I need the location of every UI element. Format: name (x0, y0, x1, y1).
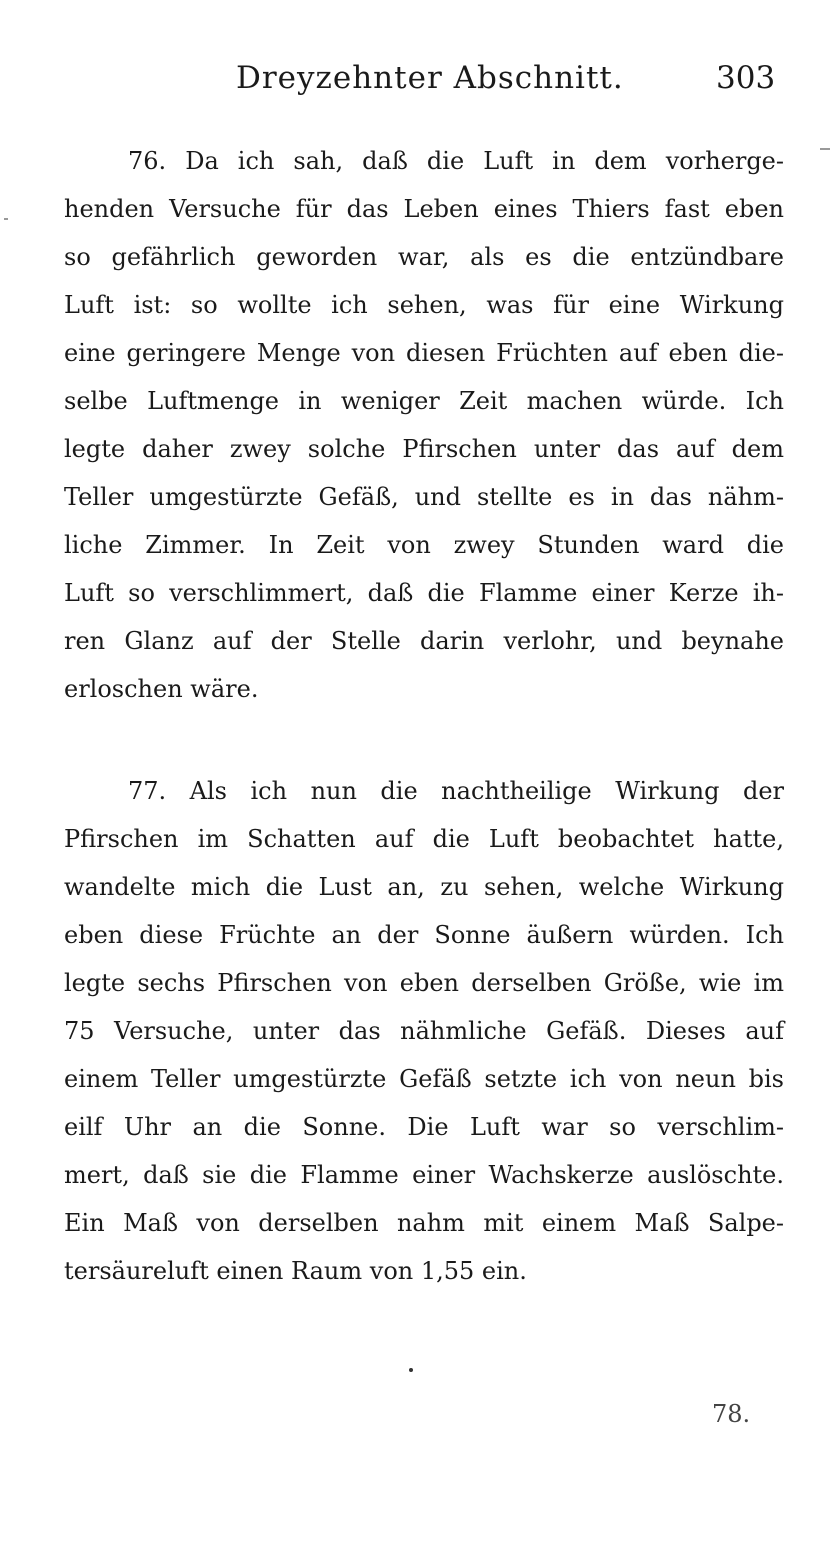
text-line: ren Glanz auf der Stelle darin verlohr, und beynahe (64, 627, 784, 655)
paragraph-77 (64, 767, 784, 1295)
text-line: Luft so verschlimmert, daß die Flamme einer Kerze ih- (64, 579, 784, 607)
text-line: so gefährlich geworden war, als es die entzündbare (64, 243, 784, 271)
text-line: Ein Maß von derselben nahm mit einem Maß Salpe- (64, 1209, 784, 1237)
text-line: eben diese Früchte an der Sonne äußern würden. Ich (64, 921, 784, 949)
catchword: 78. (712, 1400, 751, 1428)
text-line: Teller umgestürzte Gefäß, und stellte es in das nähm- (64, 483, 784, 511)
text-line: henden Versuche für das Leben eines Thiers fast eben (64, 195, 784, 223)
text-line: eine geringere Menge von diesen Früchten auf eben die- (64, 339, 784, 367)
page-edge-mark (4, 218, 8, 220)
text-line: tersäureluft einen Raum von 1,55 ein. (64, 1257, 527, 1285)
text-line: Luft ist: so wollte ich sehen, was für eine Wirkung (64, 291, 784, 319)
text-line: 75 Versuche, unter das nähmliche Gefäß. Dieses auf (64, 1017, 784, 1045)
ink-speck (409, 1368, 413, 1372)
page-edge-mark (820, 148, 830, 150)
text-line: selbe Luftmenge in weniger Zeit machen würde. Ich (64, 387, 784, 415)
paragraph-76 (64, 137, 784, 713)
text-line: eilf Uhr an die Sonne. Die Luft war so verschlim- (64, 1113, 784, 1141)
text-line: erloschen wäre. (64, 675, 259, 703)
text-line: einem Teller umgestürzte Gefäß setzte ich von neun bis (64, 1065, 784, 1093)
text-line: liche Zimmer. In Zeit von zwey Stunden ward die (64, 531, 784, 559)
text-line: Pfirschen im Schatten auf die Luft beobachtet hatte, (64, 825, 784, 853)
text-line: 77. Als ich nun die nachtheilige Wirkung der (128, 777, 784, 805)
text-line: legte sechs Pfirschen von eben derselben Größe, wie im (64, 969, 784, 997)
text-line: wandelte mich die Lust an, zu sehen, welche Wirkung (64, 873, 784, 901)
text-line: legte daher zwey solche Pfirschen unter das auf dem (64, 435, 784, 463)
text-line: mert, daß sie die Flamme einer Wachskerze auslöschte. (64, 1161, 784, 1189)
running-head-title: Dreyzehnter Abschnitt. (236, 60, 624, 96)
text-line: 76. Da ich sah, daß die Luft in dem vorherge- (128, 147, 784, 175)
page-number: 303 (716, 60, 776, 96)
